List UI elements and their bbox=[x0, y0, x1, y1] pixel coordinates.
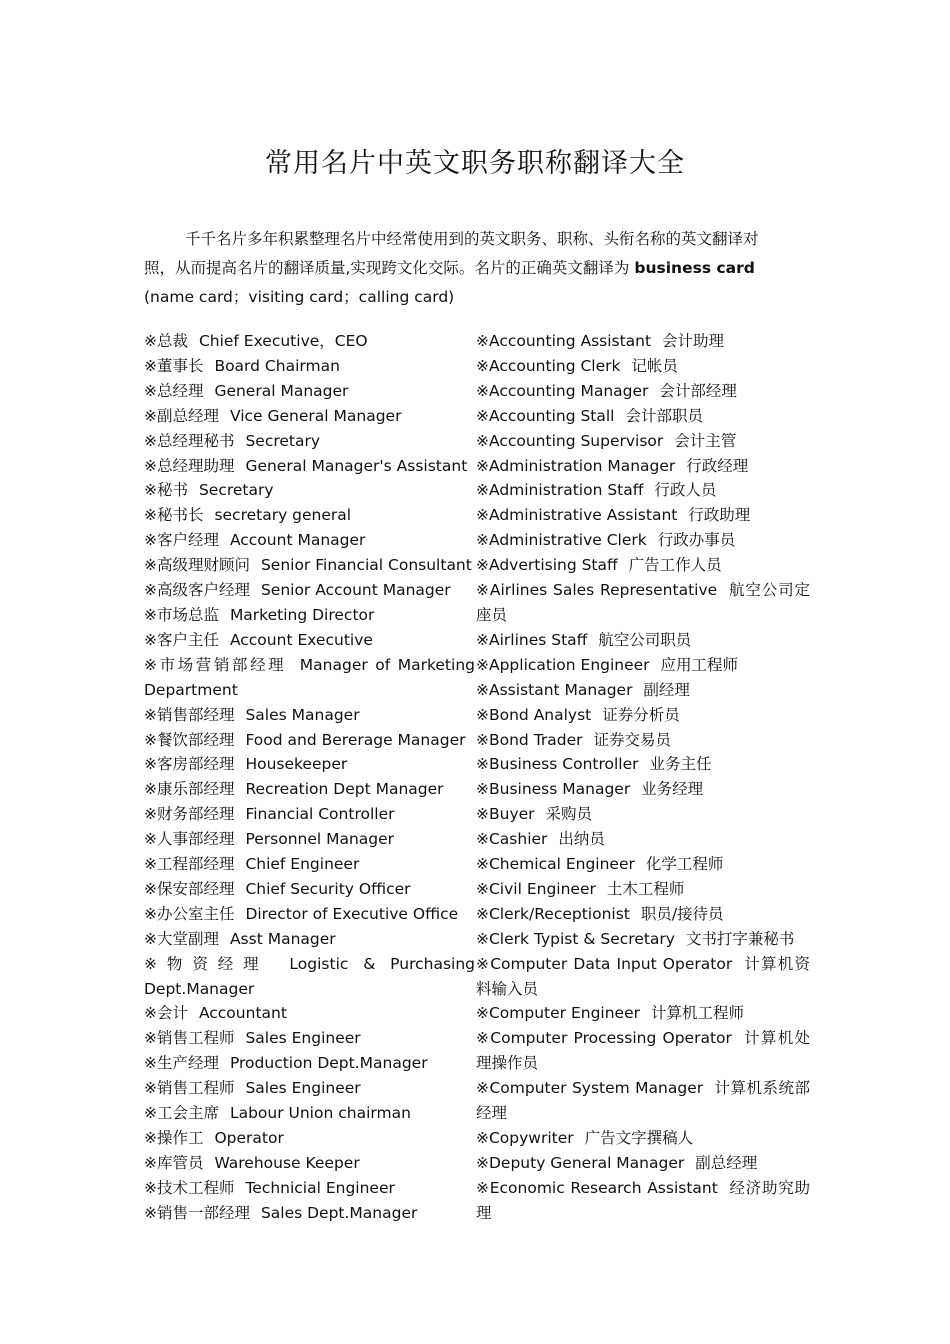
chinese-title: 航空公司职员 bbox=[598, 630, 692, 649]
list-item bbox=[144, 752, 475, 777]
english-title: Food and Bererage Manager bbox=[245, 730, 466, 749]
list-item bbox=[144, 852, 475, 877]
chinese-title: 行政人员 bbox=[654, 481, 717, 500]
chinese-title: ※办公室主任 bbox=[144, 904, 235, 923]
english-title: ※Computer Processing Operator bbox=[476, 1029, 732, 1048]
list-item bbox=[476, 429, 810, 454]
english-title: Asst Manager bbox=[229, 929, 336, 948]
list-item bbox=[144, 528, 475, 553]
chinese-title: 计算机处理操作员 bbox=[476, 1029, 810, 1073]
list-item bbox=[476, 354, 810, 379]
list-item bbox=[476, 628, 810, 653]
english-title: ※Application Engineer bbox=[476, 655, 650, 674]
list-item bbox=[476, 678, 810, 703]
chinese-title: 行政助理 bbox=[688, 506, 751, 525]
english-title: ※Assistant Manager bbox=[476, 680, 633, 699]
english-title: ※Copywriter bbox=[476, 1129, 574, 1147]
list-item bbox=[144, 1026, 475, 1051]
list-item bbox=[144, 802, 475, 827]
list-item bbox=[144, 454, 475, 479]
list-item bbox=[476, 703, 810, 728]
english-title: ※Administration Manager bbox=[476, 456, 676, 475]
list-item bbox=[144, 1176, 475, 1201]
chinese-title: ※大堂副理 bbox=[144, 929, 219, 948]
chinese-title: 计算机工程师 bbox=[650, 1004, 744, 1023]
chinese-title: 会计主管 bbox=[674, 431, 737, 450]
english-title: ※Computer Data Input Operator bbox=[476, 954, 733, 973]
english-title: secretary general bbox=[214, 506, 352, 525]
list-item bbox=[476, 454, 810, 479]
chinese-title: 证券交易员 bbox=[593, 730, 671, 749]
list-item bbox=[144, 1076, 475, 1101]
list-item bbox=[144, 429, 475, 454]
list-item bbox=[476, 1126, 810, 1151]
list-item bbox=[476, 503, 810, 528]
english-title: Manager of Marketing Department bbox=[144, 655, 475, 699]
list-item bbox=[144, 827, 475, 852]
list-item bbox=[476, 902, 810, 927]
english-title: ※Advertising Staff bbox=[476, 556, 618, 575]
list-item bbox=[144, 902, 475, 927]
english-title: Sales Engineer bbox=[245, 1029, 361, 1048]
left-title-list bbox=[144, 329, 475, 1226]
chinese-title: ※高级客户经理 bbox=[144, 581, 250, 600]
chinese-title: ※工程部经理 bbox=[144, 855, 235, 874]
chinese-title: ※会计 bbox=[144, 1004, 188, 1023]
chinese-title: ※副总经理 bbox=[144, 406, 219, 425]
list-item bbox=[144, 703, 475, 728]
english-title: ※Airlines Staff bbox=[476, 630, 588, 649]
chinese-title: 副总经理 bbox=[695, 1153, 758, 1172]
english-title: Warehouse Keeper bbox=[214, 1153, 360, 1172]
english-title: Housekeeper bbox=[245, 755, 348, 774]
chinese-title: 文书打字兼秘书 bbox=[685, 929, 795, 948]
list-item bbox=[476, 752, 810, 777]
chinese-title: 职员/接待员 bbox=[640, 904, 724, 923]
chinese-title: ※市场营销部经理 bbox=[144, 655, 287, 674]
english-title: Operator bbox=[214, 1129, 284, 1147]
chinese-title: ※总经理 bbox=[144, 381, 204, 400]
english-title: ※Deputy General Manager bbox=[476, 1153, 685, 1172]
list-item bbox=[476, 329, 810, 354]
chinese-title: ※康乐部经理 bbox=[144, 780, 235, 799]
page-title: 常用名片中英文职务职称翻译大全 bbox=[265, 148, 685, 179]
list-item bbox=[476, 553, 810, 578]
english-title: ※Computer System Manager bbox=[476, 1079, 704, 1098]
english-title: ※Administrative Clerk bbox=[476, 531, 647, 550]
list-item bbox=[144, 603, 475, 628]
list-item bbox=[144, 728, 475, 753]
english-title: ※Bond Trader bbox=[476, 730, 583, 749]
list-item bbox=[144, 1151, 475, 1176]
list-item bbox=[144, 553, 475, 578]
chinese-title: ※财务部经理 bbox=[144, 805, 235, 824]
chinese-title: 证券分析员 bbox=[602, 705, 680, 724]
chinese-title: ※秘书 bbox=[144, 481, 188, 500]
list-item bbox=[476, 1176, 810, 1226]
intro-line-2-text: 照，从而提高名片的翻译质量,实现跨文化交际。名片的正确英文翻译为 bbox=[144, 259, 630, 277]
english-title: Accountant bbox=[198, 1004, 287, 1023]
chinese-title: ※销售部经理 bbox=[144, 705, 235, 724]
chinese-title: ※市场总监 bbox=[144, 605, 219, 624]
english-title: ※Civil Engineer bbox=[476, 879, 596, 898]
chinese-title: ※客户主任 bbox=[144, 630, 219, 649]
list-item bbox=[476, 379, 810, 404]
intro-line-3: (name card；visiting card；calling card) bbox=[144, 288, 455, 306]
chinese-title: 采购员 bbox=[545, 805, 592, 824]
list-item bbox=[144, 1101, 475, 1126]
list-item bbox=[144, 578, 475, 603]
chinese-title: ※客房部经理 bbox=[144, 755, 235, 774]
chinese-title: 土木工程师 bbox=[606, 879, 685, 898]
list-item bbox=[476, 777, 810, 802]
intro-line-1: 千千名片多年积累整理名片中经常使用到的英文职务、职称、头衔名称的英文翻译对 bbox=[185, 230, 759, 248]
english-title: ※Clerk/Receptionist bbox=[476, 904, 630, 923]
chinese-title: 应用工程师 bbox=[660, 655, 739, 674]
chinese-title: ※操作工 bbox=[144, 1129, 204, 1147]
english-title: ※Business Controller bbox=[476, 755, 639, 774]
list-item bbox=[144, 927, 475, 952]
english-title: ※Computer Engineer bbox=[476, 1004, 640, 1023]
list-item bbox=[476, 653, 810, 678]
list-item bbox=[144, 777, 475, 802]
list-item bbox=[476, 478, 810, 503]
list-item bbox=[476, 404, 810, 429]
chinese-title: ※餐饮部经理 bbox=[144, 730, 235, 749]
english-title: ※Accounting Manager bbox=[476, 381, 649, 400]
english-title: Sales Dept.Manager bbox=[260, 1203, 418, 1222]
chinese-title: ※销售工程师 bbox=[144, 1029, 235, 1048]
english-title: ※Accounting Supervisor bbox=[476, 431, 664, 450]
english-title: Board Chairman bbox=[214, 356, 340, 375]
list-item bbox=[144, 503, 475, 528]
list-item bbox=[144, 329, 475, 354]
english-title: Chief Engineer bbox=[245, 855, 360, 874]
chinese-title: ※总经理秘书 bbox=[144, 431, 235, 450]
english-title: Technicial Engineer bbox=[245, 1178, 395, 1197]
list-item bbox=[476, 528, 810, 553]
english-title: ※Accounting Assistant bbox=[476, 332, 652, 350]
english-title: Recreation Dept Manager bbox=[245, 780, 444, 799]
english-title: Secretary bbox=[198, 481, 274, 500]
english-title: Account Manager bbox=[229, 531, 366, 550]
list-item bbox=[144, 1051, 475, 1076]
list-item bbox=[144, 354, 475, 379]
chinese-title: ※总裁 bbox=[144, 332, 188, 350]
list-item bbox=[476, 952, 810, 1002]
list-item bbox=[476, 578, 810, 628]
english-title: ※Business Manager bbox=[476, 780, 631, 799]
chinese-title: 计算机系统部经理 bbox=[476, 1079, 810, 1123]
english-title: ※Accounting Stall bbox=[476, 406, 615, 425]
list-item bbox=[476, 927, 810, 952]
list-item bbox=[144, 628, 475, 653]
english-title: Labour Union chairman bbox=[229, 1104, 411, 1123]
chinese-title: 出纳员 bbox=[558, 830, 605, 849]
list-item bbox=[476, 1076, 810, 1126]
list-item bbox=[144, 379, 475, 404]
chinese-title: ※董事长 bbox=[144, 356, 204, 375]
chinese-title: ※销售一部经理 bbox=[144, 1203, 250, 1222]
english-title: ※Clerk Typist & Secretary bbox=[476, 929, 675, 948]
english-title: ※Economic Research Assistant bbox=[476, 1178, 718, 1197]
chinese-title: 计算机资料输入员 bbox=[476, 954, 810, 998]
chinese-title: 会计助理 bbox=[662, 332, 725, 350]
english-title: ※Buyer bbox=[476, 805, 535, 824]
list-item bbox=[476, 802, 810, 827]
chinese-title: ※人事部经理 bbox=[144, 830, 235, 849]
list-item bbox=[144, 952, 475, 1002]
chinese-title: 航空公司定座员 bbox=[476, 581, 810, 624]
english-title: ※Administrative Assistant bbox=[476, 506, 678, 525]
intro-bold-term: business card bbox=[634, 259, 755, 277]
chinese-title: ※总经理助理 bbox=[144, 456, 235, 475]
english-title: Senior Account Manager bbox=[260, 581, 451, 600]
list-item bbox=[476, 728, 810, 753]
english-title: Director of Executive Office bbox=[245, 904, 459, 923]
chinese-title: 广告工作人员 bbox=[628, 556, 722, 575]
list-item bbox=[476, 827, 810, 852]
list-item bbox=[476, 1001, 810, 1026]
chinese-title: ※库管员 bbox=[144, 1153, 204, 1172]
chinese-title: 业务经理 bbox=[641, 780, 704, 799]
chinese-title: 化学工程师 bbox=[645, 855, 724, 874]
english-title: Chief Executive，CEO bbox=[198, 332, 368, 350]
chinese-title: ※秘书长 bbox=[144, 506, 204, 525]
english-title: Account Executive bbox=[229, 630, 373, 649]
chinese-title: ※保安部经理 bbox=[144, 879, 235, 898]
chinese-title: 行政经理 bbox=[686, 456, 749, 475]
list-item bbox=[144, 1201, 475, 1226]
english-title: Sales Manager bbox=[245, 705, 360, 724]
chinese-title: 行政办事员 bbox=[657, 531, 736, 550]
english-title: Financial Controller bbox=[245, 805, 395, 824]
chinese-title: ※物资经理 bbox=[144, 954, 269, 973]
chinese-title: ※客户经理 bbox=[144, 531, 219, 550]
english-title: ※Cashier bbox=[476, 830, 548, 849]
list-item bbox=[476, 1151, 810, 1176]
list-item bbox=[144, 1126, 475, 1151]
list-item bbox=[144, 1001, 475, 1026]
list-item bbox=[144, 478, 475, 503]
english-title: Personnel Manager bbox=[245, 830, 395, 849]
chinese-title: ※销售工程师 bbox=[144, 1079, 235, 1098]
chinese-title: ※技术工程师 bbox=[144, 1178, 235, 1197]
english-title: Secretary bbox=[245, 431, 321, 450]
chinese-title: ※高级理财顾问 bbox=[144, 556, 250, 575]
english-title: General Manager bbox=[214, 381, 349, 400]
english-title: ※Chemical Engineer bbox=[476, 855, 635, 874]
chinese-title: 会计部职员 bbox=[625, 406, 703, 425]
chinese-title: 广告文字撰稿人 bbox=[584, 1129, 694, 1147]
list-item bbox=[476, 852, 810, 877]
chinese-title: ※生产经理 bbox=[144, 1054, 219, 1073]
list-item bbox=[144, 404, 475, 429]
intro-line-2 bbox=[144, 254, 812, 283]
chinese-title: 业务主任 bbox=[649, 755, 712, 774]
list-item bbox=[476, 877, 810, 902]
english-title: Production Dept.Manager bbox=[229, 1054, 428, 1073]
english-title: ※Bond Analyst bbox=[476, 705, 592, 724]
english-title: General Manager's Assistant bbox=[245, 456, 468, 475]
english-title: ※Administration Staff bbox=[476, 481, 644, 500]
english-title: Chief Security Officer bbox=[245, 879, 411, 898]
english-title: ※Accounting Clerk bbox=[476, 356, 621, 375]
chinese-title: 会计部经理 bbox=[659, 381, 737, 400]
list-item bbox=[476, 1026, 810, 1076]
english-title: Senior Financial Consultant bbox=[260, 556, 472, 575]
intro-paragraph bbox=[144, 225, 812, 312]
right-title-list bbox=[476, 329, 810, 1226]
english-title: Marketing Director bbox=[229, 605, 375, 624]
chinese-title: 副经理 bbox=[643, 680, 690, 699]
english-title: Logistic & Purchasing Dept.Manager bbox=[144, 954, 475, 998]
english-title: ※Airlines Sales Representative bbox=[476, 581, 718, 600]
english-title: Vice General Manager bbox=[229, 406, 402, 425]
english-title: Sales Engineer bbox=[245, 1079, 361, 1098]
chinese-title: 记帐员 bbox=[631, 356, 678, 375]
chinese-title: 经济助究助理 bbox=[476, 1178, 810, 1222]
list-item bbox=[144, 877, 475, 902]
chinese-title: ※工会主席 bbox=[144, 1104, 219, 1123]
list-item bbox=[144, 653, 475, 703]
